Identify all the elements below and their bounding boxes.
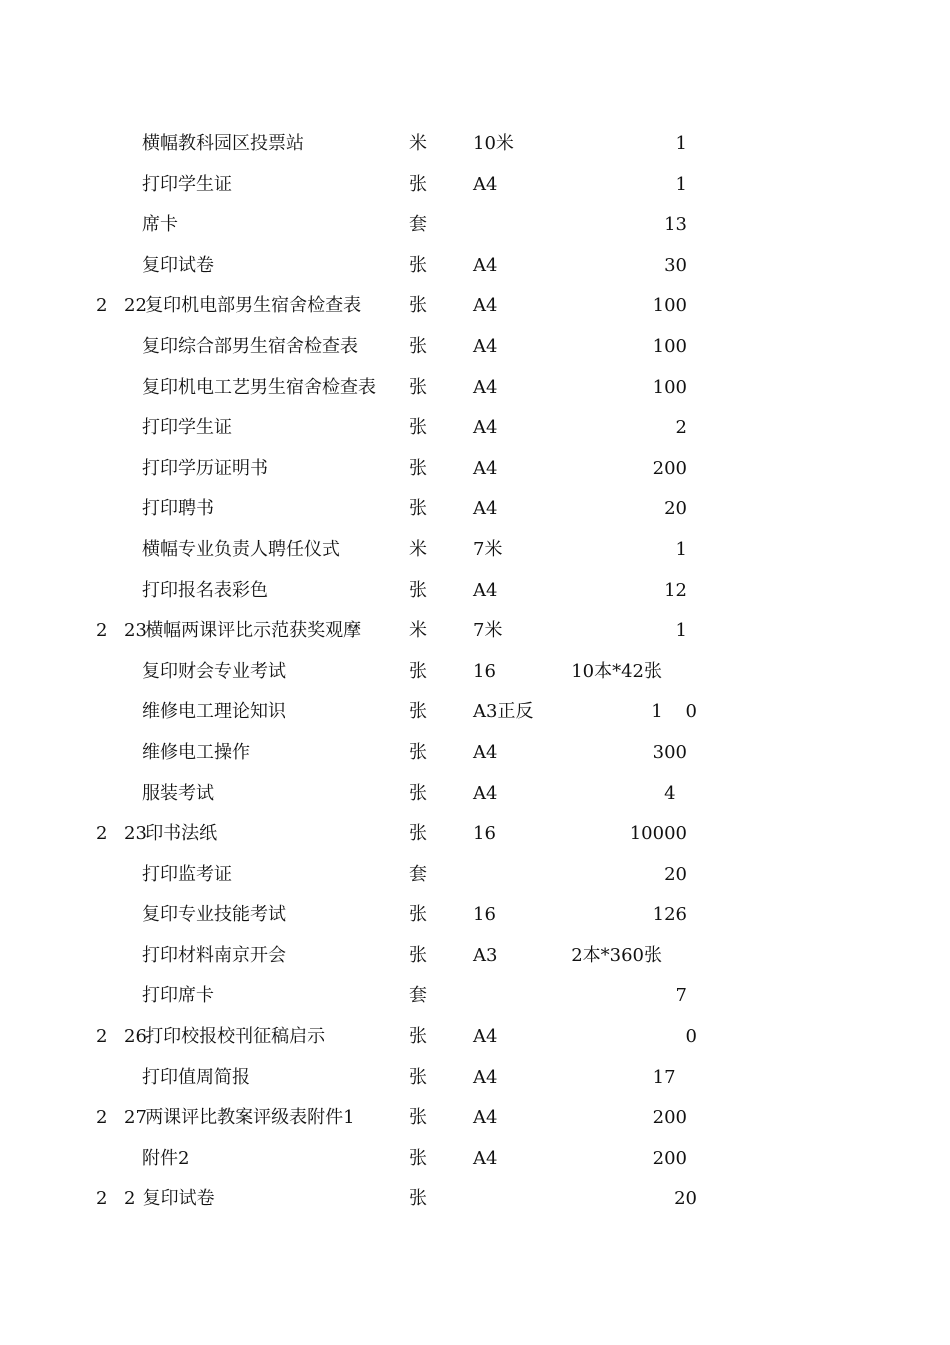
- table-row: [0, 1058, 950, 1099]
- table-row: [0, 246, 950, 287]
- quantity-cell: 100: [652, 376, 687, 398]
- quantity-cell: 13: [664, 214, 687, 236]
- spec-cell: A4: [473, 498, 498, 520]
- table-row: [0, 286, 950, 327]
- day-cell: 27: [124, 1107, 147, 1129]
- unit-cell: 张: [409, 457, 427, 479]
- item-cell: 印书法纸: [145, 823, 218, 845]
- item-cell: 复印试卷: [142, 254, 214, 276]
- unit-cell: 张: [409, 417, 427, 439]
- unit-cell: 张: [409, 173, 427, 195]
- unit-cell: 张: [409, 579, 427, 601]
- unit-cell: 张: [409, 782, 427, 804]
- quantity-cell: 2本*360张: [571, 944, 662, 966]
- quantity-cell: 200: [652, 457, 687, 479]
- quantity-cell: 300: [652, 741, 687, 763]
- table-row: [0, 976, 950, 1017]
- unit-cell: 米: [409, 133, 427, 154]
- table-row: [0, 1098, 950, 1139]
- table-row: [0, 895, 950, 936]
- item-cell: 打印学生证: [142, 173, 232, 195]
- item-cell: 复印机电部男生宿舍检查表: [145, 295, 362, 317]
- unit-cell: 张: [409, 1107, 427, 1129]
- quantity-cell: 10000: [629, 823, 687, 845]
- spec-cell: A4: [473, 1026, 498, 1048]
- item-cell: 服装考试: [142, 782, 214, 804]
- print-log-table: [0, 124, 950, 1220]
- unit-cell: 张: [409, 1066, 427, 1088]
- spec-cell: A4: [473, 254, 498, 276]
- spec-cell: 16: [473, 904, 496, 926]
- quantity-cell: 0: [685, 1026, 697, 1048]
- day-cell: 23: [124, 620, 147, 642]
- table-row: [0, 814, 950, 855]
- unit-cell: 套: [409, 985, 427, 1007]
- table-row: [0, 571, 950, 612]
- table-row: [0, 652, 950, 693]
- day-cell: 23: [124, 823, 147, 845]
- quantity-cell: 200: [652, 1107, 687, 1129]
- unit-cell: 张: [409, 904, 427, 926]
- spec-cell: 16: [473, 660, 496, 682]
- quantity-cell: 200: [652, 1147, 687, 1169]
- spec-cell: A4: [473, 173, 498, 195]
- table-row: [0, 124, 950, 165]
- quantity-cell: 12: [664, 579, 687, 601]
- spec-cell: A4: [473, 1066, 498, 1088]
- table-row: [0, 611, 950, 652]
- table-row: [0, 205, 950, 246]
- spec-cell: A4: [473, 782, 498, 804]
- quantity-cell: 7: [675, 985, 687, 1007]
- spec-cell: A4: [473, 741, 498, 763]
- item-cell: 横幅专业负责人聘任仪式: [142, 538, 340, 560]
- spec-cell: A4: [473, 335, 498, 357]
- month-cell: 2: [96, 1026, 108, 1048]
- quantity-cell: 1: [675, 133, 687, 154]
- item-cell: 打印校报校刊征稿启示: [145, 1026, 326, 1048]
- table-row: [0, 774, 950, 815]
- unit-cell: 张: [409, 1026, 427, 1048]
- quantity-cell: 20: [664, 863, 687, 885]
- unit-cell: 张: [409, 295, 427, 317]
- table-row: [0, 327, 950, 368]
- unit-cell: 张: [409, 660, 427, 682]
- unit-cell: 张: [409, 1147, 427, 1169]
- quantity-cell: 20: [674, 1188, 697, 1210]
- item-cell: 横幅教科园区投票站: [142, 133, 304, 154]
- table-row: [0, 408, 950, 449]
- item-cell: 复印专业技能考试: [142, 904, 286, 926]
- table-row: [0, 530, 950, 571]
- quantity-cell: 2: [675, 417, 687, 439]
- table-row: [0, 692, 950, 733]
- unit-cell: 米: [409, 538, 427, 560]
- month-cell: 2: [96, 823, 108, 845]
- spec-cell: A4: [473, 579, 498, 601]
- item-cell: 两课评比教案评级表附件1: [145, 1107, 355, 1129]
- item-cell: 席卡: [142, 214, 178, 236]
- day-cell: 26: [124, 1026, 147, 1048]
- table-row: [0, 489, 950, 530]
- table-row: [0, 1179, 950, 1220]
- item-cell: 维修电工理论知识: [142, 701, 286, 723]
- table-row: [0, 733, 950, 774]
- month-cell: 2: [96, 620, 108, 642]
- unit-cell: 张: [409, 376, 427, 398]
- unit-cell: 张: [409, 498, 427, 520]
- item-cell: 打印监考证: [142, 863, 232, 885]
- quantity-cell: 30: [664, 254, 687, 276]
- item-cell: 附件2: [142, 1147, 190, 1169]
- item-cell: 打印聘书: [142, 498, 214, 520]
- spec-cell: A4: [473, 457, 498, 479]
- item-cell: 打印学生证: [142, 417, 232, 439]
- unit-cell: 套: [409, 863, 427, 885]
- item-cell: 打印学历证明书: [142, 457, 268, 479]
- spec-cell: A3正反: [473, 701, 534, 723]
- unit-cell: 张: [409, 823, 427, 845]
- table-row: [0, 936, 950, 977]
- item-cell: 复印综合部男生宿舍检查表: [142, 335, 358, 357]
- quantity-cell: 100: [652, 295, 687, 317]
- quantity-cell: 126: [652, 904, 687, 926]
- unit-cell: 张: [409, 701, 427, 723]
- quantity-cell: 1: [675, 620, 687, 642]
- spec-cell: A3: [473, 944, 498, 966]
- item-cell: 复印试卷: [142, 1188, 215, 1210]
- spec-cell: 10米: [473, 133, 514, 154]
- spec-cell: A4: [473, 295, 498, 317]
- unit-cell: 张: [409, 944, 427, 966]
- day-cell: 22: [124, 295, 147, 317]
- spec-cell: A4: [473, 1147, 498, 1169]
- quantity-cell: 17: [652, 1066, 687, 1088]
- item-cell: 复印机电工艺男生宿舍检查表: [142, 376, 376, 398]
- unit-cell: 套: [409, 214, 427, 236]
- spec-cell: A4: [473, 376, 498, 398]
- day-cell: 2: [124, 1188, 136, 1210]
- spec-cell: 7米: [473, 538, 503, 560]
- quantity-cell: 100: [652, 335, 687, 357]
- quantity-cell: 4: [664, 782, 687, 804]
- spec-cell: A4: [473, 417, 498, 439]
- month-cell: 2: [96, 1107, 108, 1129]
- quantity-cell: 20: [664, 498, 687, 520]
- unit-cell: 张: [409, 254, 427, 276]
- table-row: [0, 449, 950, 490]
- unit-cell: 张: [409, 741, 427, 763]
- item-cell: 复印财会专业考试: [142, 660, 286, 682]
- quantity-cell: 1: [675, 538, 687, 560]
- quantity-cell: 10本*42张: [571, 660, 662, 682]
- quantity-cell: 1 0: [651, 701, 697, 723]
- table-row: [0, 1017, 950, 1058]
- item-cell: 打印席卡: [142, 985, 214, 1007]
- table-row: [0, 368, 950, 409]
- unit-cell: 张: [409, 1188, 427, 1210]
- spec-cell: A4: [473, 1107, 498, 1129]
- item-cell: 横幅两课评比示范获奖观摩: [145, 620, 362, 642]
- month-cell: 2: [96, 1188, 108, 1210]
- item-cell: 打印材料南京开会: [142, 944, 286, 966]
- month-cell: 2: [96, 295, 108, 317]
- unit-cell: 张: [409, 335, 427, 357]
- item-cell: 维修电工操作: [142, 741, 250, 763]
- table-row: [0, 1139, 950, 1180]
- item-cell: 打印值周简报: [142, 1066, 250, 1088]
- spec-cell: 7米: [473, 620, 503, 642]
- quantity-cell: 1: [675, 173, 687, 195]
- table-row: [0, 855, 950, 896]
- item-cell: 打印报名表彩色: [142, 579, 268, 601]
- spec-cell: 16: [473, 823, 496, 845]
- table-row: [0, 165, 950, 206]
- unit-cell: 米: [409, 620, 427, 642]
